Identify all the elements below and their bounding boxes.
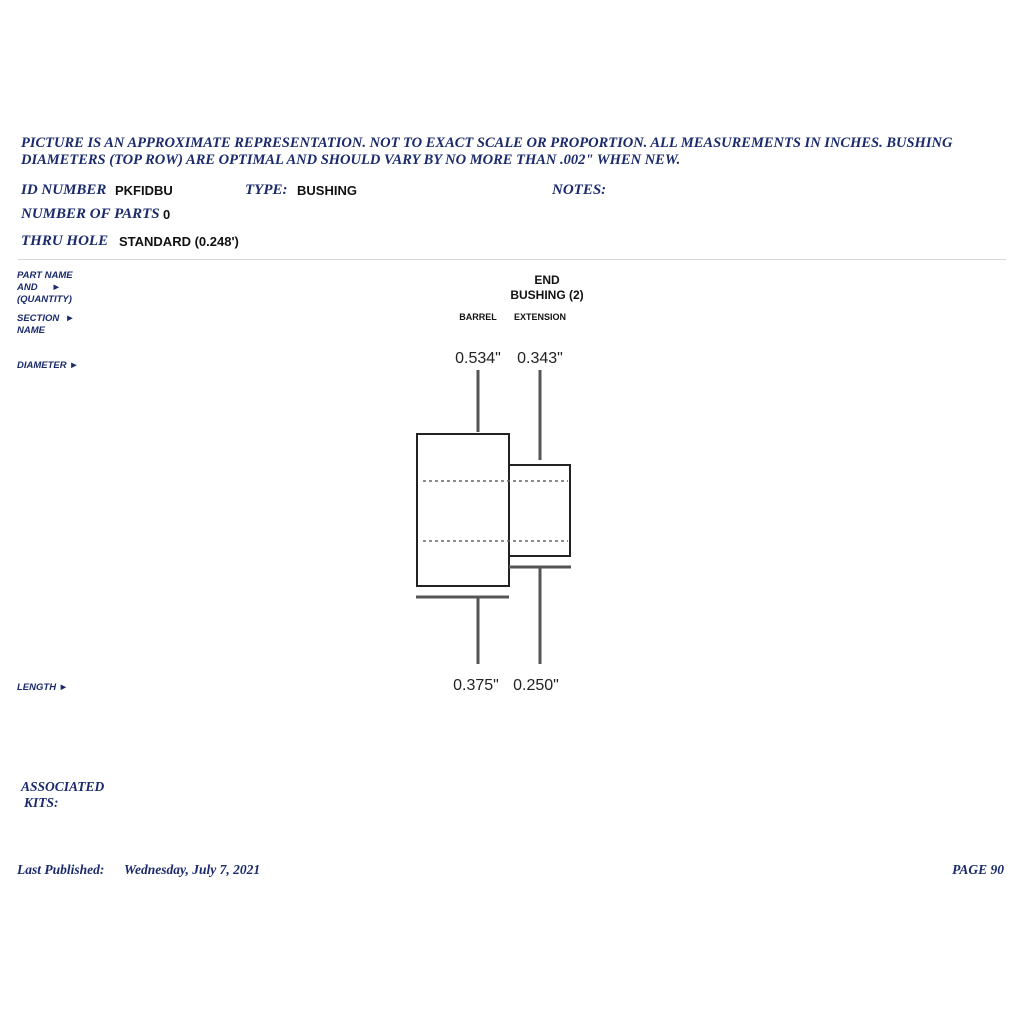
- number-of-parts-label: NUMBER OF PARTS: [21, 206, 160, 222]
- disclaimer-text: PICTURE IS AN APPROXIMATE REPRESENTATION. NOT TO EXACT SCALE OR PROPORTION. ALL MEASUREMENTS IN INCHES. BUSHING DIAMETERS (TOP ROW) ARE OPTIMAL AND SHOULD VARY BY NO MORE THAN .002" WHEN NEW.: [21, 135, 953, 168]
- section-name-barrel: BARREL: [459, 312, 497, 322]
- type-value: BUSHING: [297, 183, 357, 198]
- associated-kits-label: [21, 779, 104, 811]
- last-published-label: Last Published:: [17, 862, 105, 877]
- id-number-value: PKFIDBU: [115, 183, 173, 198]
- barrel-outline: [417, 434, 509, 586]
- associated-kits-line2: KITS:: [24, 795, 59, 810]
- part-name-label-line2: AND ►: [17, 282, 61, 293]
- section-label-line2: NAME: [17, 325, 45, 336]
- diameter-extension: 0.343": [517, 350, 563, 367]
- diameter-barrel: 0.534": [455, 350, 501, 367]
- extension-outline: [509, 465, 570, 556]
- length-barrel: 0.375": [453, 677, 499, 694]
- arrow-right-icon: ►: [69, 360, 79, 371]
- length-extension: 0.250": [513, 677, 559, 694]
- thru-hole-label: THRU HOLE: [21, 233, 109, 249]
- part-name-line2: BUSHING (2): [510, 288, 584, 302]
- notes-label: NOTES:: [552, 182, 607, 198]
- length-row-label: LENGTH ►: [17, 682, 69, 693]
- part-name-line1: END: [534, 273, 560, 287]
- section-name-extension: EXTENSION: [513, 312, 566, 322]
- part-name-label-line3: (QUANTITY): [17, 294, 72, 305]
- page-number: PAGE 90: [952, 862, 1004, 877]
- arrow-right-icon: ►: [51, 282, 61, 293]
- id-number-label: ID NUMBER: [21, 182, 107, 198]
- section-label-line1: SECTION ►: [17, 313, 75, 324]
- last-published-date: Wednesday, July 7, 2021: [124, 862, 261, 877]
- arrow-right-icon: ►: [65, 313, 75, 324]
- associated-kits-line1: ASSOCIATED: [21, 779, 105, 794]
- diameter-row-label: DIAMETER ►: [17, 360, 79, 371]
- type-label: TYPE:: [245, 182, 288, 198]
- thru-hole-value: STANDARD (0.248'): [119, 234, 239, 249]
- number-of-parts-value: 0: [163, 207, 171, 222]
- arrow-right-icon: ►: [58, 682, 69, 693]
- part-name-label-line1: PART NAME: [17, 270, 73, 281]
